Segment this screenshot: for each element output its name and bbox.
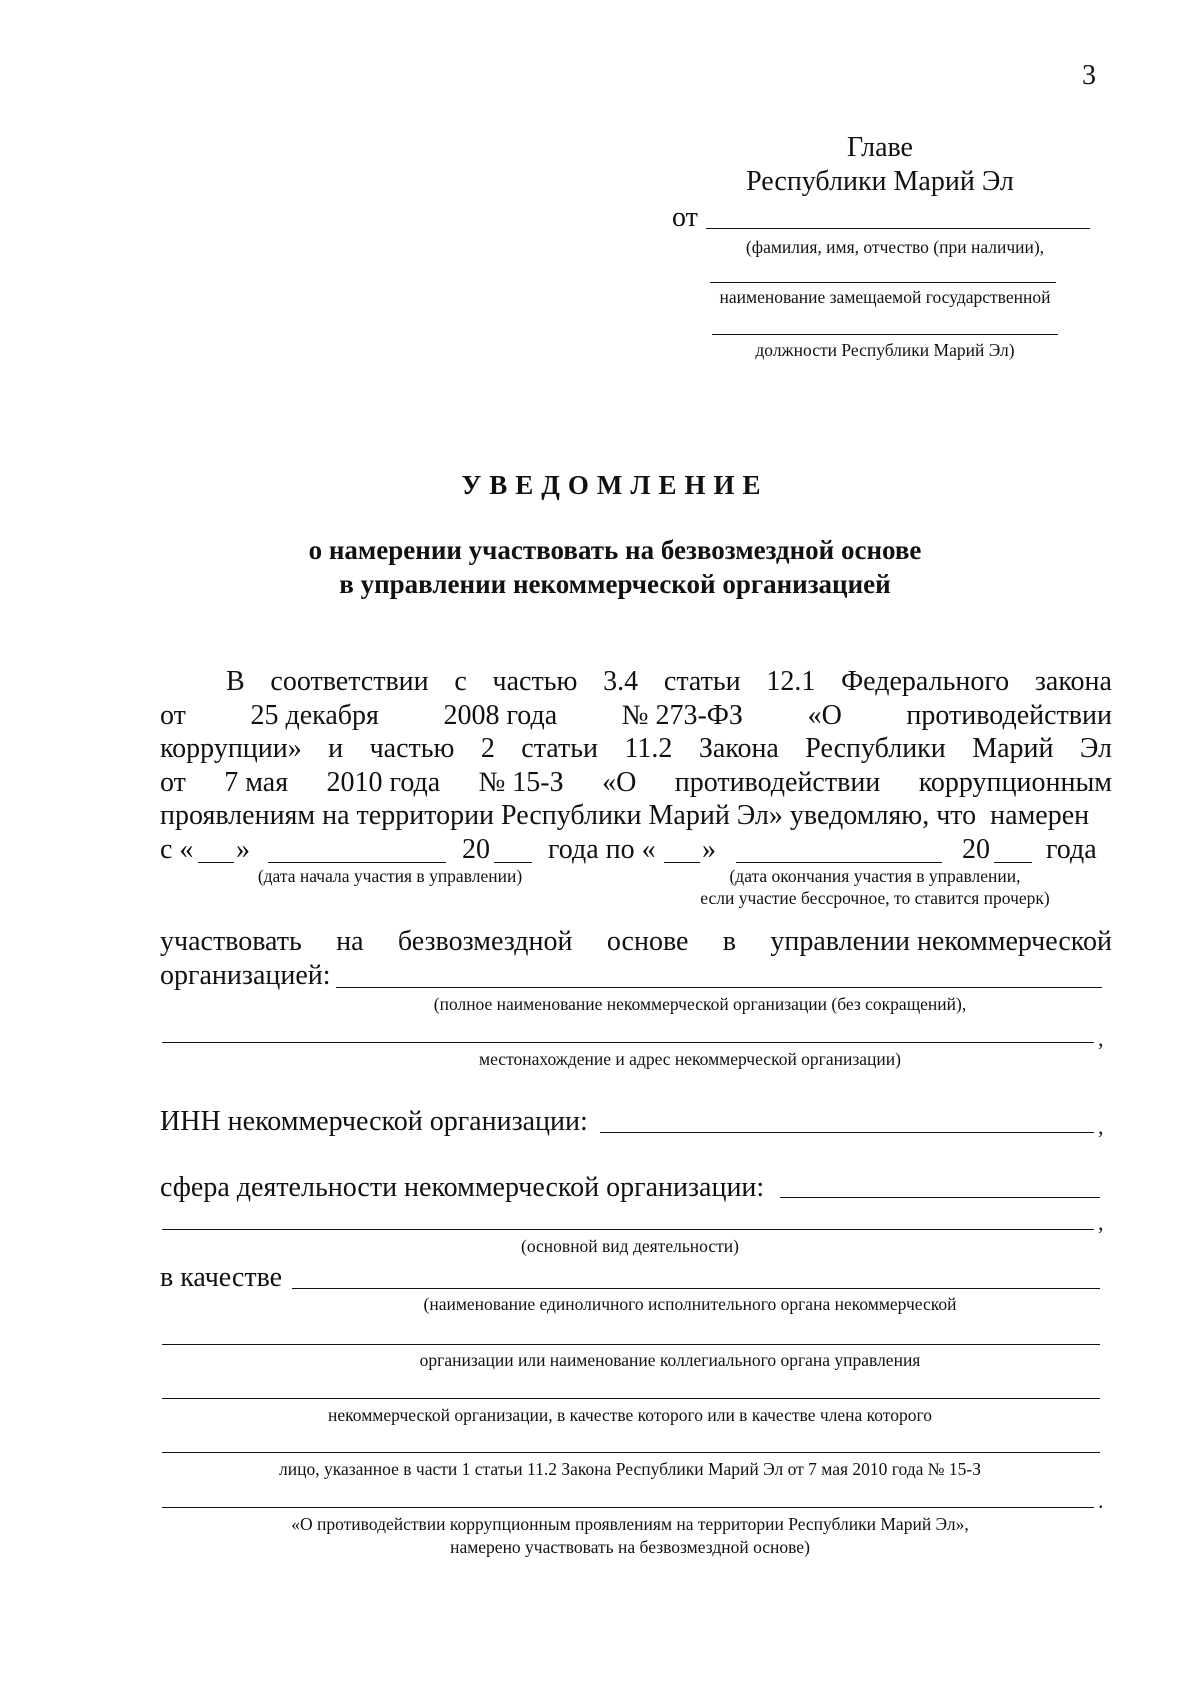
sphere-line-1	[780, 1197, 1100, 1198]
word: 3.4	[603, 666, 639, 697]
word: частью	[492, 666, 578, 697]
capacity-hint-3: некоммерческой организации, в качестве которого или в качестве члена которого	[328, 1405, 932, 1425]
date-start-hint: (дата начала участия в управлении)	[257, 866, 523, 886]
date-to-year-prefix: 20	[962, 834, 990, 865]
from-line-2	[710, 282, 1056, 283]
word: от	[160, 700, 186, 731]
word: противодействии	[674, 767, 881, 798]
capacity-hint-2: организации или наименование коллегиального органа управления	[419, 1350, 921, 1370]
word: на	[336, 926, 364, 957]
word: безвозмездной	[397, 926, 573, 957]
capacity-line-2	[162, 1344, 1100, 1345]
word: 25 декабря	[250, 700, 379, 731]
word: 7 мая	[224, 767, 289, 798]
word: Закона	[698, 733, 779, 764]
org-name-line	[336, 987, 1102, 988]
from-hint-2: наименование замещаемой государственной	[719, 287, 1051, 307]
sphere-comma: ,	[1098, 1210, 1104, 1235]
capacity-hint-6: намерено участвовать на безвозмездной основе)	[450, 1537, 810, 1557]
from-label: от	[672, 202, 698, 233]
word: управлении некоммерческой	[770, 926, 1112, 957]
sphere-label: сфера деятельности некоммерческой организации:	[160, 1172, 765, 1203]
addressee-line-2: Республики Марий Эл	[746, 166, 1014, 197]
date-from-year-prefix: 20	[462, 834, 490, 865]
word: 11.2	[624, 733, 673, 764]
word: «О	[807, 700, 842, 731]
word: противодействии	[906, 700, 1112, 731]
date-from-year-line	[494, 862, 532, 863]
word: соответствии	[270, 666, 429, 697]
body-line-2	[160, 700, 1112, 732]
inn-line	[600, 1132, 1094, 1133]
date-to-quote-close: »	[702, 834, 716, 865]
word: закона	[1034, 666, 1112, 697]
word: коррупции»	[160, 733, 302, 764]
sphere-hint: (основной вид деятельности)	[521, 1236, 739, 1256]
org-address-line	[162, 1042, 1094, 1043]
word: 2010 года	[326, 767, 441, 798]
word: в	[722, 926, 736, 957]
body-line-5: проявлениям на территории Республики Марий Эл» уведомляю, что намерен	[160, 800, 1090, 831]
date-to-prefix: года по «	[548, 834, 656, 865]
word: от	[160, 767, 186, 798]
date-to-month-line	[736, 862, 942, 863]
date-to-year-line	[994, 862, 1032, 863]
date-from-month-line	[268, 862, 446, 863]
capacity-period: .	[1098, 1488, 1104, 1513]
addressee-line-1: Главе	[847, 132, 913, 163]
capacity-line-3	[162, 1398, 1100, 1399]
date-from-day-line	[198, 862, 234, 863]
page-number: 3	[1082, 60, 1096, 91]
from-hint-1: (фамилия, имя, отчество (при наличии),	[745, 237, 1045, 257]
word: Федерального	[841, 666, 1010, 697]
date-from-quote-close: »	[236, 834, 250, 865]
word: основе	[606, 926, 689, 957]
org-hint-1: (полное наименование некоммерческой организации (без сокращений),	[433, 994, 967, 1014]
word: участвовать	[160, 926, 302, 957]
subtitle-line-1: о намерении участвовать на безвозмездной основе	[308, 535, 922, 565]
org-hint-2: местонахождение и адрес некоммерческой организации)	[479, 1049, 901, 1069]
capacity-hint-5: «О противодействии коррупционным проявлениям на территории Республики Марий Эл»,	[291, 1514, 969, 1534]
word: № 273-ФЗ	[621, 700, 743, 731]
sphere-line-2	[162, 1229, 1094, 1230]
date-end-hint-2: если участие бессрочное, то ставится прочерк)	[700, 888, 1050, 908]
word: Марий	[972, 733, 1054, 764]
capacity-hint-4: лицо, указанное в части 1 статьи 11.2 Закона Республики Марий Эл от 7 мая 2010 года № 15-З	[279, 1459, 981, 1479]
org-label: организацией:	[160, 960, 331, 991]
document-title: УВЕДОМЛЕНИЕ	[461, 470, 769, 500]
body-line-3	[160, 733, 1112, 765]
word: В	[226, 666, 245, 697]
capacity-line-4	[162, 1452, 1100, 1453]
word: Эл	[1079, 733, 1112, 764]
inn-comma: ,	[1098, 1114, 1104, 1139]
word: 12.1	[766, 666, 816, 697]
capacity-hint-1: (наименование единоличного исполнительного органа некоммерческой	[423, 1294, 957, 1314]
date-from-prefix: с «	[160, 834, 194, 865]
word: и	[328, 733, 344, 764]
capacity-line-1	[292, 1288, 1100, 1289]
from-hint-3: должности Республики Марий Эл)	[755, 340, 1015, 360]
word: статьи	[521, 733, 598, 764]
body-line-1	[226, 666, 1112, 698]
from-name-line	[706, 228, 1090, 229]
date-to-year-suffix: года	[1046, 834, 1097, 865]
word: «О	[602, 767, 637, 798]
word: 2008 года	[443, 700, 558, 731]
date-to-day-line	[664, 862, 700, 863]
capacity-line-5	[162, 1507, 1094, 1508]
body-line-7	[160, 926, 1112, 958]
word: № 15-З	[478, 767, 564, 798]
word: с	[454, 666, 467, 697]
word: 2	[480, 733, 495, 764]
word: коррупционным	[918, 767, 1112, 798]
date-end-hint-1: (дата окончания участия в управлении,	[729, 866, 1021, 886]
subtitle-line-2: в управлении некоммерческой организацией	[339, 569, 891, 599]
word: статьи	[663, 666, 741, 697]
from-line-3	[712, 334, 1058, 335]
word: частью	[369, 733, 455, 764]
capacity-label: в качестве	[160, 1262, 283, 1293]
inn-label: ИНН некоммерческой организации:	[160, 1106, 588, 1137]
body-line-4	[160, 767, 1112, 799]
word: Республики	[805, 733, 946, 764]
org-address-comma: ,	[1098, 1026, 1104, 1051]
